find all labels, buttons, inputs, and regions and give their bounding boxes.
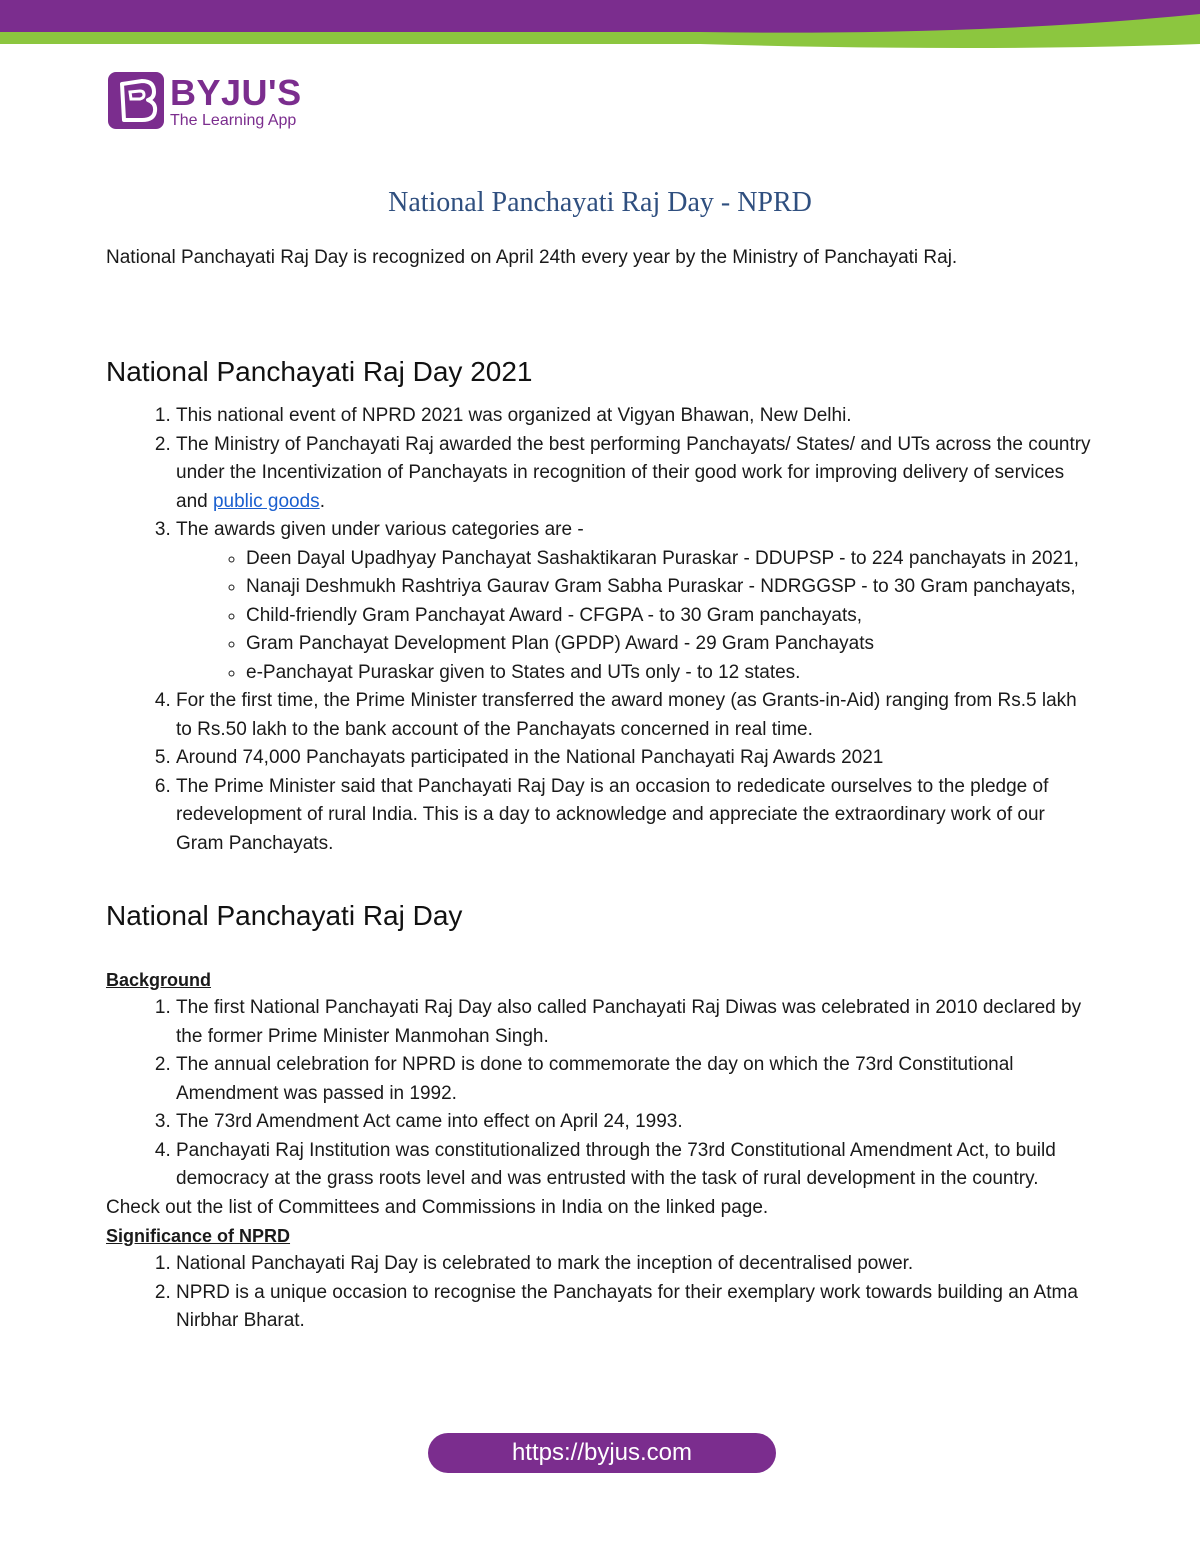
top-banner xyxy=(0,0,1200,48)
award-item: ◦ e-Panchayat Puraskar given to States and UTs only - to 12 states. xyxy=(246,659,1096,688)
list-item: 3. The awards given under various categories are - ◦ Deen Dayal Upadhyay Panchayat Sashaktikaran Puraskar - DDUPSP - to 224 panchayats in 2021, ◦ Nanaji Deshmukh Rashtriya Gaurav Gram Sabha Puraskar - NDRGGSP - to 30 Gram panchayats, ◦ Child-friendly Gram Panchayat Award - CFGPA - to 30 Gram panchayats, ◦ Gram Panchayat Development Plan (GPDP) Award - 29 Gram Panchayats ◦ e-Panchayat Puraskar given to States and UTs only - to 12 states. xyxy=(176,516,1096,687)
section-heading-2021: National Panchayati Raj Day 2021 xyxy=(106,356,533,387)
section-heading-nprd: National Panchayati Raj Day xyxy=(106,900,463,931)
byjus-badge-icon xyxy=(108,72,164,129)
list-item: 6. The Prime Minister said that Panchayati Raj Day is an occasion to rededicate ourselves to the pledge of redevelopment of rural India. This is a day to acknowledge and appreciate the extraordinary work of our Gram Panchayats. xyxy=(176,773,1096,859)
significance-list xyxy=(106,1250,1096,1336)
list-item: 2. The Ministry of Panchayati Raj awarded the best performing Panchayats/ States/ and UTs across the country under the Incentivization of Panchayats in recognition of their good work for improving delivery of services and public goods. xyxy=(176,431,1096,517)
significance-heading: Significance of NPRD xyxy=(106,1226,291,1246)
document-body xyxy=(106,244,1096,1336)
background-heading: Background xyxy=(106,970,212,990)
page-title: National Panchayati Raj Day - NPRD xyxy=(388,187,812,218)
brand-name: BYJU'S xyxy=(170,72,302,113)
background-list xyxy=(106,994,1096,1194)
awards-list xyxy=(176,545,1096,688)
award-item: ◦ Nanaji Deshmukh Rashtriya Gaurav Gram Sabha Puraskar - NDRGGSP - to 30 Gram panchayats, xyxy=(246,573,1096,602)
list-item: 4. For the first time, the Prime Minister transferred the award money (as Grants-in-Aid) ranging from Rs.5 lakh to Rs.50 lakh to the bank account of the Panchayats concerned in real time. xyxy=(176,687,1096,744)
list-item: 3. The 73rd Amendment Act came into effect on April 24, 1993. xyxy=(176,1108,1096,1137)
award-item: ◦ Deen Dayal Upadhyay Panchayat Sashaktikaran Puraskar - DDUPSP - to 224 panchayats in 2021, xyxy=(246,545,1096,574)
intro-paragraph: National Panchayati Raj Day is recognized on April 24th every year by the Ministry of Panchayati Raj. xyxy=(106,247,958,268)
list-item: 4. Panchayati Raj Institution was constitutionalized through the 73rd Constitutional Amendment Act, to build democracy at the grass roots level and was entrusted with the task of rural development in the country. xyxy=(176,1137,1096,1194)
public-goods-link[interactable]: public goods xyxy=(212,490,320,512)
award-item: ◦ Gram Panchayat Development Plan (GPDP) Award - 29 Gram Panchayats xyxy=(246,630,1096,659)
list-item: 2. The annual celebration for NPRD is done to commemorate the day on which the 73rd Constitutional Amendment was passed in 1992. xyxy=(176,1051,1096,1108)
footer-url-link[interactable]: https://byjus.com xyxy=(428,1433,776,1473)
list-item: 2. NPRD is a unique occasion to recognise the Panchayats for their exemplary work towards building an Atma Nirbhar Bharat. xyxy=(176,1279,1096,1336)
nprd-2021-list xyxy=(106,402,1096,858)
check-out-line: Check out the list of Committees and Commissions in India on the linked page. xyxy=(106,1196,769,1218)
brand-tagline: The Learning App xyxy=(170,112,297,129)
award-item: ◦ Child-friendly Gram Panchayat Award - CFGPA - to 30 Gram panchayats, xyxy=(246,602,1096,631)
list-item: 1. This national event of NPRD 2021 was organized at Vigyan Bhawan, New Delhi. xyxy=(176,402,1096,431)
list-item: 1. National Panchayati Raj Day is celebrated to mark the inception of decentralised power. xyxy=(176,1250,1096,1279)
list-item: 1. The first National Panchayati Raj Day also called Panchayati Raj Diwas was celebrated in 2010 declared by the former Prime Minister Manmohan Singh. xyxy=(176,994,1096,1051)
byjus-logo xyxy=(108,72,318,134)
list-item: 5. Around 74,000 Panchayats participated in the National Panchayati Raj Awards 2021 xyxy=(176,744,1096,773)
